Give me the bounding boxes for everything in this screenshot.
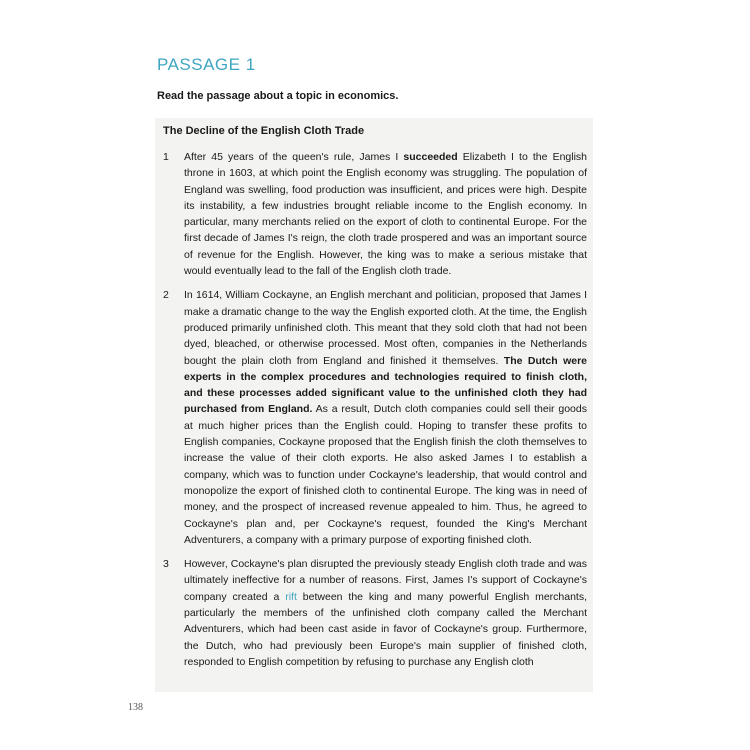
text-segment: As a result, Dutch cloth companies could sell their goods at much higher prices than the English could. Hoping to transfer these profits to English companies, Cockayne proposed that the English finish the cloth themselves to increase the value of their cloth exports. He also asked James I to establish a company, which was to function under Cockayne's leadership, that would control and monopolize the export of finished cloth to continental Europe. The king was in need of money, and the prospect of increased revenue appealed to him. Thus, he agreed to Cockayne's plan and, per Cockayne's request, founded the King's Merchant Adventurers, a company with a primary purpose of exporting finished cloth. bbox=[184, 403, 587, 546]
paragraph-3 bbox=[163, 556, 587, 670]
paragraph-2 bbox=[163, 287, 587, 548]
paragraph-text bbox=[184, 556, 587, 670]
paragraph-number: 3 bbox=[163, 558, 169, 571]
page-number: 138 bbox=[128, 702, 143, 713]
text-segment: In 1614, William Cockayne, an English merchant and politician, proposed that James I make a dramatic change to the way the English exported cloth. At the time, the English produced primarily unfinished cloth. This meant that they sold cloth that had not been dyed, bleached, or otherwise processed. Most often, companies in the Netherlands bought the plain cloth from England and finished it themselves. bbox=[184, 289, 587, 367]
paragraph-text bbox=[184, 149, 587, 279]
text-segment: between the king and many powerful English merchants, particularly the members of the unfinished cloth company called the Merchant Adventurers, which had been cast aside in favor of Cockayne's group. Furthermore, the Dutch, who had previously been Europe's main supplier of finished cloth, responded to English competition by refusing to purchase any English cloth bbox=[184, 590, 588, 668]
vocabulary-word: succeeded bbox=[403, 151, 458, 163]
passage-title: The Decline of the English Cloth Trade bbox=[163, 125, 365, 137]
vocabulary-word: rift bbox=[285, 590, 297, 603]
instruction-text: Read the passage about a topic in economics. bbox=[157, 90, 399, 102]
passage-heading: PASSAGE 1 bbox=[157, 55, 256, 74]
text-segment: After 45 years of the queen's rule, James I bbox=[184, 151, 404, 163]
paragraph-text bbox=[184, 287, 587, 548]
passage-box bbox=[155, 118, 593, 692]
paragraph-number: 2 bbox=[163, 289, 169, 302]
paragraph-number: 1 bbox=[163, 151, 169, 163]
highlighted-sentence: The Dutch were experts in the complex procedures and technologies required to finish cloth, and these processes added significant value to the unfinished cloth they had purchased from England. bbox=[184, 354, 588, 416]
paragraph-1 bbox=[163, 149, 587, 279]
paragraph-list bbox=[163, 149, 587, 670]
text-segment: However, Cockayne's plan disrupted the previously steady English cloth trade and was ultimately ineffective for a number of reasons. First, James I's support of Cockayne's company created a bbox=[184, 558, 587, 603]
text-segment: Elizabeth I to the English throne in 1603, at which point the English economy was struggling. The population of England was swelling, food production was insufficient, and prices were high. Despite its instability, a few industries brought reliable income to the English economy. In particular, many merchants relied on the export of cloth to continental Europe. For the first decade of James I's reign, the cloth trade prospered and was an important source of revenue for the English. However, the king was to make a serious mistake that would eventually lead to the fall of the English cloth trade. bbox=[184, 151, 588, 278]
